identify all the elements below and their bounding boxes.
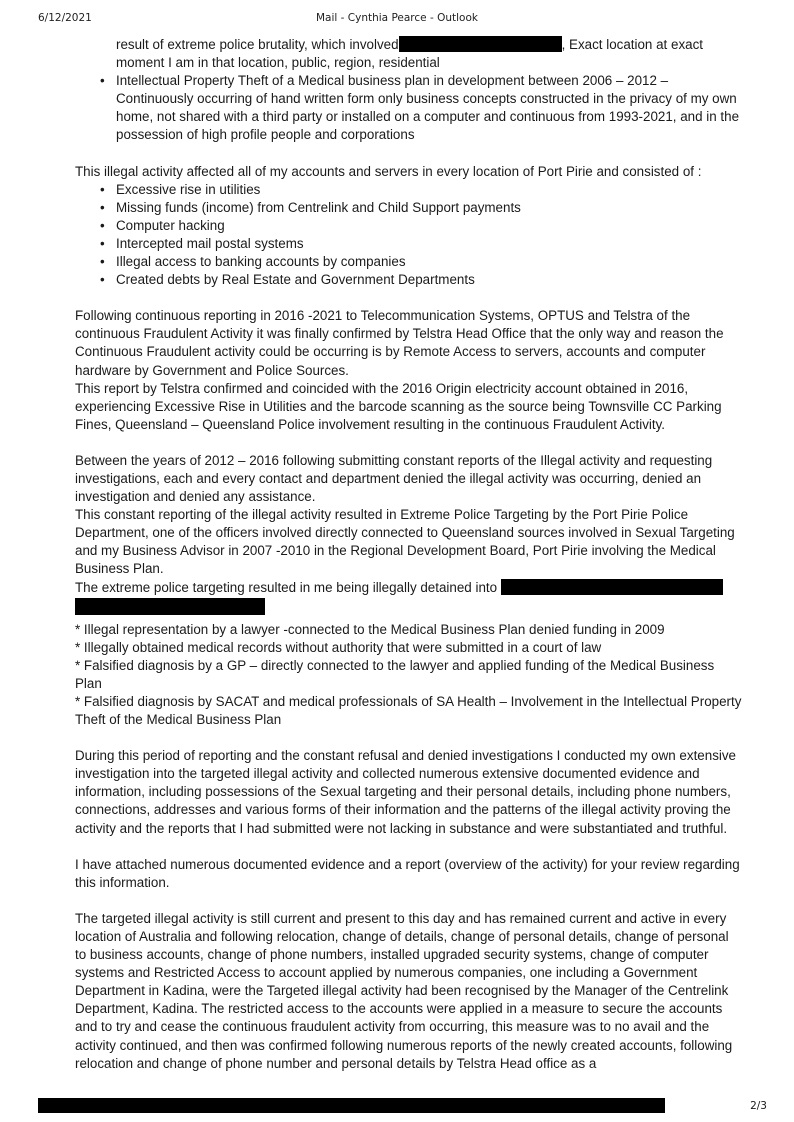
email-body — [75, 36, 743, 1073]
list-item: • Created debts by Real Estate and Government Departments — [75, 271, 743, 289]
brutality-text-after: , Exact location at exact — [561, 37, 703, 52]
paragraph-years: Between the years of 2012 – 2016 following submitting constant reports of the Illegal activity and requesting investigations, each and every contact and department denied the illegal activity was occurring, denied an investigation and denied any assistance. — [75, 452, 713, 505]
redaction-bar — [501, 579, 723, 595]
redaction-bar-footer — [38, 1098, 665, 1113]
paragraph-attached: I have attached numerous documented evidence and a report (overview of the activity) for your review regarding this information. — [75, 856, 740, 890]
star-item: * Falsified diagnosis by SACAT and medical professionals of SA Health – Involvement in the Intellectual Property Theft of the Medical Business Plan — [75, 694, 742, 728]
star-item: * Illegal representation by a lawyer -connected to the Medical Business Plan denied funding in 2009 — [75, 621, 665, 637]
intro-bullet-list — [75, 72, 743, 144]
paragraph-telstra: Following continuous reporting in 2016 -2021 to Telecommunication Systems, OPTUS and Telstra of the continuous Fraudulent Activity it was finally confirmed by Telstra Head Office that the only way and reason the Continuous Fraudulent activity could be occurring is by Remote Access to servers, accounts and computer hardware by Government and Police Sources. — [75, 308, 724, 378]
redaction-bar — [75, 598, 265, 615]
print-header-title: Mail - Cynthia Pearce - Outlook — [316, 12, 478, 24]
affected-lead: This illegal activity affected all of my accounts and servers in every location of Port Pirie and consisted of : — [75, 163, 702, 179]
paragraph-detained — [75, 579, 743, 597]
print-date: 6/12/2021 — [38, 12, 92, 24]
paragraph-telstra-report: This report by Telstra confirmed and coincided with the 2016 Origin electricity account obtained in 2016, experiencing Excessive Rise in Utilities and the barcode scanning as the source being Townsville CC Parking Fines, Queensland – Queensland Police involvement resulting in the continuous Fraudulent Activity. — [75, 380, 722, 432]
paragraph-current: The targeted illegal activity is still current and present to this day and has remained current and active in every location of Australia and following relocation, change of details, change of personal details, change of personal to business accounts, change of phone numbers, installed upgraded security systems, change of computer systems and Restricted Access to account applied by numerous companies, one including a Government Department in Kadina, were the Targeted illegal activity had been recognised by the Manager of the Centrelink Department, Kadina. The restricted access to the accounts were applied in a measure to secure the accounts and to try and cease the continuous fraudulent activity from occurring, this measure was to no avail and the activity continued, and then was confirmed following numerous reports of the newly created accounts, following relocation and change of phone number and personal details by Telstra Head office as a — [75, 910, 733, 1071]
page-number: 2/3 — [750, 1100, 767, 1112]
list-item-ip-theft: • Intellectual Property Theft of a Medical business plan in development between 2006 – 2012 – Continuously occurring of hand written form only business concepts constructed in the privacy of my own home, not shared with a third party or installed on a computer and continuous from 1993-2021, and in the possession of high profile people and corporations — [75, 72, 743, 144]
brutality-text-line2: moment I am in that location, public, region, residential — [116, 55, 440, 71]
star-item: * Falsified diagnosis by a GP – directly connected to the lawyer and applied funding of the Medical Business Plan — [75, 657, 715, 691]
detained-text: The extreme police targeting resulted in me being illegally detained into — [75, 579, 498, 595]
list-item: • Intercepted mail postal systems — [75, 235, 743, 253]
paragraph-own-investigation: During this period of reporting and the constant refusal and denied investigations I conducted my own extensive investigation into the targeted illegal activity and collected numerous extensive documented evidence and information, including possessions of the Sexual targeting and their personal details, including phone numbers, connections, addresses and various forms of their information and the patterns of the illegal activity proving the activity and the reports that I had submitted were not lacking in substance and were substantiated and truthful. — [75, 748, 737, 836]
star-item: * Illegally obtained medical records without authority that were submitted in a court of law — [75, 639, 602, 655]
list-item: • Illegal access to banking accounts by companies — [75, 253, 743, 271]
brutality-text-before: result of extreme police brutality, which involved — [116, 37, 399, 52]
affected-bullet-list — [75, 181, 743, 290]
list-item: • Excessive rise in utilities — [75, 181, 743, 199]
intro-brutality — [75, 36, 743, 72]
list-item: • Computer hacking — [75, 217, 743, 235]
list-item: • Missing funds (income) from Centrelink and Child Support payments — [75, 199, 743, 217]
paragraph-targeting: This constant reporting of the illegal activity resulted in Extreme Police Targeting by the Port Pirie Police Department, one of the officers involved directly connected to Queensland sources involved in Sexual Targeting and my Business Advisor in 2007 -2010 in the Regional Development Board, Port Pirie involving the Medical Business Plan. — [75, 507, 735, 577]
redaction-bar — [399, 36, 562, 52]
